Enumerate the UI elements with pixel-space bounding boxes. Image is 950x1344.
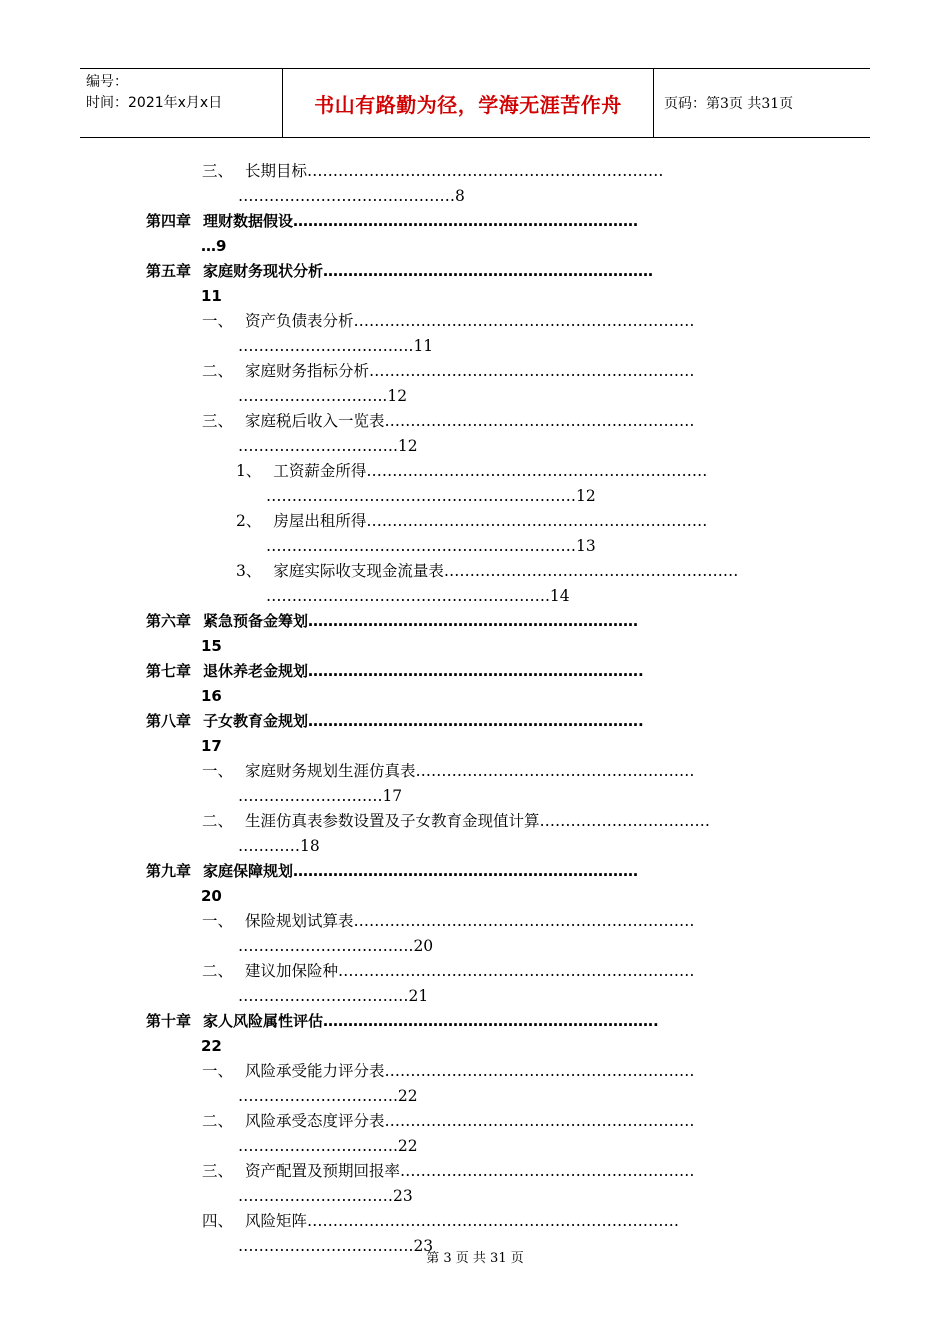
toc-entry-title: 风险承受态度评分表	[245, 1112, 385, 1130]
toc-entry-continuation	[0, 884, 950, 909]
toc-entry-title: 退休养老金规划	[203, 662, 309, 680]
toc-section-entry[interactable]	[0, 409, 950, 459]
toc-leader-dots: ……………………………………………………	[384, 1112, 695, 1130]
header-motto-cell	[282, 69, 654, 137]
toc-section-entry[interactable]	[0, 559, 950, 609]
toc-entry-line	[0, 809, 950, 834]
toc-entry-title: 家人风险属性评估	[203, 1012, 324, 1030]
toc-entry-line	[0, 1009, 950, 1034]
toc-entry-number: 1、	[236, 462, 262, 480]
toc-entry-continuation	[0, 1034, 950, 1059]
toc-entry-continuation	[0, 584, 950, 609]
toc-entry-continuation	[0, 784, 950, 809]
toc-page-number: 11	[201, 287, 222, 305]
toc-entry-number: 第四章	[146, 212, 192, 230]
toc-entry-line	[0, 259, 950, 284]
toc-entry-continuation	[0, 484, 950, 509]
toc-leader-dots: …………………………	[238, 437, 393, 455]
toc-leader-dots: …………………………	[238, 1187, 393, 1205]
toc-entry-continuation	[0, 234, 950, 259]
toc-chapter-entry[interactable]	[0, 709, 950, 759]
toc-page-number: 23	[413, 1237, 434, 1255]
toc-entry-number: 一、	[202, 762, 234, 780]
toc-entry-title: 家庭财务指标分析	[245, 362, 370, 380]
toc-entry-continuation	[0, 834, 950, 859]
toc-entry-number: 二、	[202, 1112, 234, 1130]
toc-entry-line	[0, 1209, 950, 1234]
toc-page-number: 8	[455, 187, 465, 205]
toc-entry-line	[0, 609, 950, 634]
toc-page-number: .22	[393, 1137, 418, 1155]
toc-entry-line	[0, 509, 950, 534]
toc-leader-dots: …………………………………………………	[443, 562, 739, 580]
toc-entry-continuation	[0, 934, 950, 959]
toc-page-number: 11	[413, 337, 434, 355]
toc-leader-dots: ……………………………………………………	[384, 1062, 695, 1080]
toc-entry-title: 资产配置及预期回报率	[245, 1162, 401, 1180]
toc-entry-number: 三、	[202, 412, 234, 430]
toc-entry-line	[0, 859, 950, 884]
toc-leader-dots: ……………………………………………………………	[338, 962, 695, 980]
toc-entry-number: 第八章	[146, 712, 192, 730]
toc-entry-line	[0, 959, 950, 984]
toc-leader-dots: …………………………………………………	[400, 1162, 695, 1180]
toc-entry-number: 二、	[202, 362, 234, 380]
toc-entry-line	[0, 909, 950, 934]
toc-entry-continuation	[0, 1184, 950, 1209]
toc-entry-title: 家庭财务规划生涯仿真表	[245, 762, 416, 780]
toc-leader-dots: ………………………………………………………….	[308, 712, 644, 730]
toc-page-number: 13	[576, 537, 596, 555]
toc-page-number: 9	[216, 237, 227, 255]
number-label: 编号：	[86, 74, 128, 90]
toc-chapter-entry[interactable]	[0, 209, 950, 259]
toc-entry-title: 子女教育金规划	[203, 712, 309, 730]
toc-section-entry[interactable]	[0, 1109, 950, 1159]
toc-section-entry[interactable]	[0, 459, 950, 509]
toc-page-number: 23	[393, 1187, 413, 1205]
toc-entry-line	[0, 1109, 950, 1134]
toc-leader-dots: …………………………….	[238, 937, 414, 955]
toc-entry-line	[0, 1159, 950, 1184]
toc-entry-number: 三、	[202, 1162, 234, 1180]
toc-leader-dots: …………	[238, 837, 300, 855]
toc-leader-dots: ……………………………………………………………	[293, 212, 639, 230]
toc-page-number: 18	[300, 837, 320, 855]
toc-page-number: 15	[201, 637, 222, 655]
toc-leader-dots: ……………………….	[238, 787, 383, 805]
toc-entry-number: 三、	[202, 162, 234, 180]
toc-entry-line	[0, 459, 950, 484]
toc-entry-title: 风险矩阵	[245, 1212, 308, 1230]
toc-entry-number: 二、	[202, 962, 234, 980]
toc-page-number: 17	[201, 737, 222, 755]
toc-leader-dots: ……………………………………………………………	[293, 862, 639, 880]
time-label: 时间：2021年x月x日	[86, 95, 223, 111]
toc-section-entry[interactable]	[0, 159, 950, 209]
toc-page-number: 16	[201, 687, 222, 705]
toc-entry-continuation	[0, 534, 950, 559]
toc-entry-continuation	[0, 684, 950, 709]
toc-leader-dots: …	[201, 237, 216, 255]
toc-section-entry[interactable]	[0, 359, 950, 409]
toc-section-entry[interactable]	[0, 509, 950, 559]
toc-leader-dots: ………………………..	[238, 387, 388, 405]
toc-leader-dots: …………………………	[238, 1087, 393, 1105]
toc-entry-continuation	[0, 984, 950, 1009]
page-header	[80, 68, 870, 138]
toc-entry-number: 二、	[202, 812, 234, 830]
toc-entry-continuation	[0, 1134, 950, 1159]
toc-entry-title: 家庭税后收入一览表	[245, 412, 385, 430]
toc-section-entry[interactable]	[0, 909, 950, 959]
toc-leader-dots: …………………………….	[238, 337, 414, 355]
toc-leader-dots: …………………………………………………………	[366, 462, 708, 480]
toc-entry-title: 工资薪金所得	[273, 462, 367, 480]
header-motto: 书山有路勤为径，学海无涯苦作舟	[314, 92, 622, 117]
toc-chapter-entry[interactable]	[0, 609, 950, 659]
toc-entry-number: 第十章	[146, 1012, 192, 1030]
toc-entry-title: 资产负债表分析	[245, 312, 354, 330]
toc-entry-number: 一、	[202, 1062, 234, 1080]
toc-entry-line	[0, 309, 950, 334]
toc-page-number: 12	[576, 487, 596, 505]
toc-chapter-entry[interactable]	[0, 1009, 950, 1059]
toc-entry-title: 房屋出租所得	[273, 512, 367, 530]
toc-leader-dots: …………………………	[238, 1137, 393, 1155]
toc-leader-dots: …………………………………………………………	[366, 512, 708, 530]
table-of-contents	[0, 159, 950, 1259]
toc-entry-number: 一、	[202, 312, 234, 330]
toc-leader-dots: …………………………………………………………	[353, 312, 695, 330]
toc-section-entry[interactable]	[0, 809, 950, 859]
toc-section-entry[interactable]	[0, 1159, 950, 1209]
toc-leader-dots: ………………………………………………………	[369, 362, 695, 380]
toc-entry-continuation	[0, 634, 950, 659]
toc-page-number: 12	[387, 387, 408, 405]
toc-entry-line	[0, 709, 950, 734]
toc-entry-line	[0, 359, 950, 384]
toc-leader-dots: ……………………………………………………	[266, 487, 576, 505]
toc-entry-title: 保险规划试算表	[245, 912, 354, 930]
toc-entry-line	[0, 1059, 950, 1084]
toc-entry-continuation	[0, 334, 950, 359]
toc-section-entry[interactable]	[0, 959, 950, 1009]
toc-chapter-entry[interactable]	[0, 259, 950, 309]
toc-page-number: 17	[382, 787, 403, 805]
toc-leader-dots: ………………………………………………………………	[307, 1212, 680, 1230]
toc-entry-title: 家庭财务现状分析	[203, 262, 324, 280]
toc-page-number: 22	[201, 1037, 222, 1055]
toc-page-number: .14	[545, 587, 570, 605]
toc-entry-number: 2、	[236, 512, 262, 530]
toc-entry-title: 紧急预备金筹划	[203, 612, 309, 630]
toc-entry-number: 3、	[236, 562, 262, 580]
toc-entry-continuation	[0, 434, 950, 459]
toc-entry-number: 第五章	[146, 262, 192, 280]
toc-leader-dots: ………………………………………………………….	[308, 662, 644, 680]
toc-entry-number: 四、	[202, 1212, 234, 1230]
toc-entry-number: 第六章	[146, 612, 192, 630]
toc-entry-number: 一、	[202, 912, 234, 930]
toc-leader-dots: ……………………………………………………………	[307, 162, 664, 180]
toc-entry-title: 家庭保障规划	[203, 862, 294, 880]
toc-leader-dots: ……………………………	[539, 812, 711, 830]
toc-leader-dots: ……………………………	[238, 987, 409, 1005]
toc-entry-number: 第七章	[146, 662, 192, 680]
toc-section-entry[interactable]	[0, 759, 950, 809]
toc-page-number: 21	[408, 987, 429, 1005]
toc-entry-continuation	[0, 184, 950, 209]
toc-entry-continuation	[0, 734, 950, 759]
toc-entry-line	[0, 209, 950, 234]
toc-leader-dots: …………………………………………………………	[323, 262, 654, 280]
toc-section-entry[interactable]	[0, 309, 950, 359]
toc-leader-dots: …………………………….	[238, 1237, 414, 1255]
toc-entry-line	[0, 159, 950, 184]
toc-entry-title: 长期目标	[245, 162, 308, 180]
toc-leader-dots: …………………………………………………………	[308, 612, 639, 630]
toc-entry-continuation	[0, 384, 950, 409]
toc-page-number: .22	[393, 1087, 418, 1105]
toc-entry-continuation	[0, 284, 950, 309]
toc-entry-line	[0, 759, 950, 784]
toc-section-entry[interactable]	[0, 1059, 950, 1109]
toc-entry-continuation	[0, 1084, 950, 1109]
toc-entry-line	[0, 409, 950, 434]
toc-page-number: 20	[201, 887, 222, 905]
toc-entry-title: 风险承受能力评分表	[245, 1062, 385, 1080]
toc-entry-title: 家庭实际收支现金流量表	[273, 562, 444, 580]
toc-leader-dots: ……………………………………………………	[266, 537, 576, 555]
toc-chapter-entry[interactable]	[0, 859, 950, 909]
toc-entry-number: 第九章	[146, 862, 192, 880]
toc-entry-line	[0, 659, 950, 684]
toc-entry-title: 建议加保险种	[245, 962, 339, 980]
toc-entry-title: 理财数据假设	[203, 212, 294, 230]
header-page-info: 页码：第3页 共31页	[664, 96, 794, 112]
toc-leader-dots: ………………………………………………	[415, 762, 695, 780]
header-meta	[80, 69, 282, 137]
toc-leader-dots: ……………………………………	[238, 187, 455, 205]
page-footer: 第 3 页 共 31 页	[426, 1251, 524, 1266]
toc-leader-dots: ……………………………………………………	[384, 412, 695, 430]
toc-page-number: 20	[413, 937, 434, 955]
toc-page-number: .12	[393, 437, 418, 455]
toc-leader-dots: ………………………………………………	[266, 587, 545, 605]
toc-leader-dots: ………………………………………………………….	[323, 1012, 659, 1030]
toc-leader-dots: …………………………………………………………	[353, 912, 695, 930]
toc-entry-line	[0, 559, 950, 584]
toc-chapter-entry[interactable]	[0, 659, 950, 709]
toc-entry-title: 生涯仿真表参数设置及子女教育金现值计算	[245, 812, 540, 830]
